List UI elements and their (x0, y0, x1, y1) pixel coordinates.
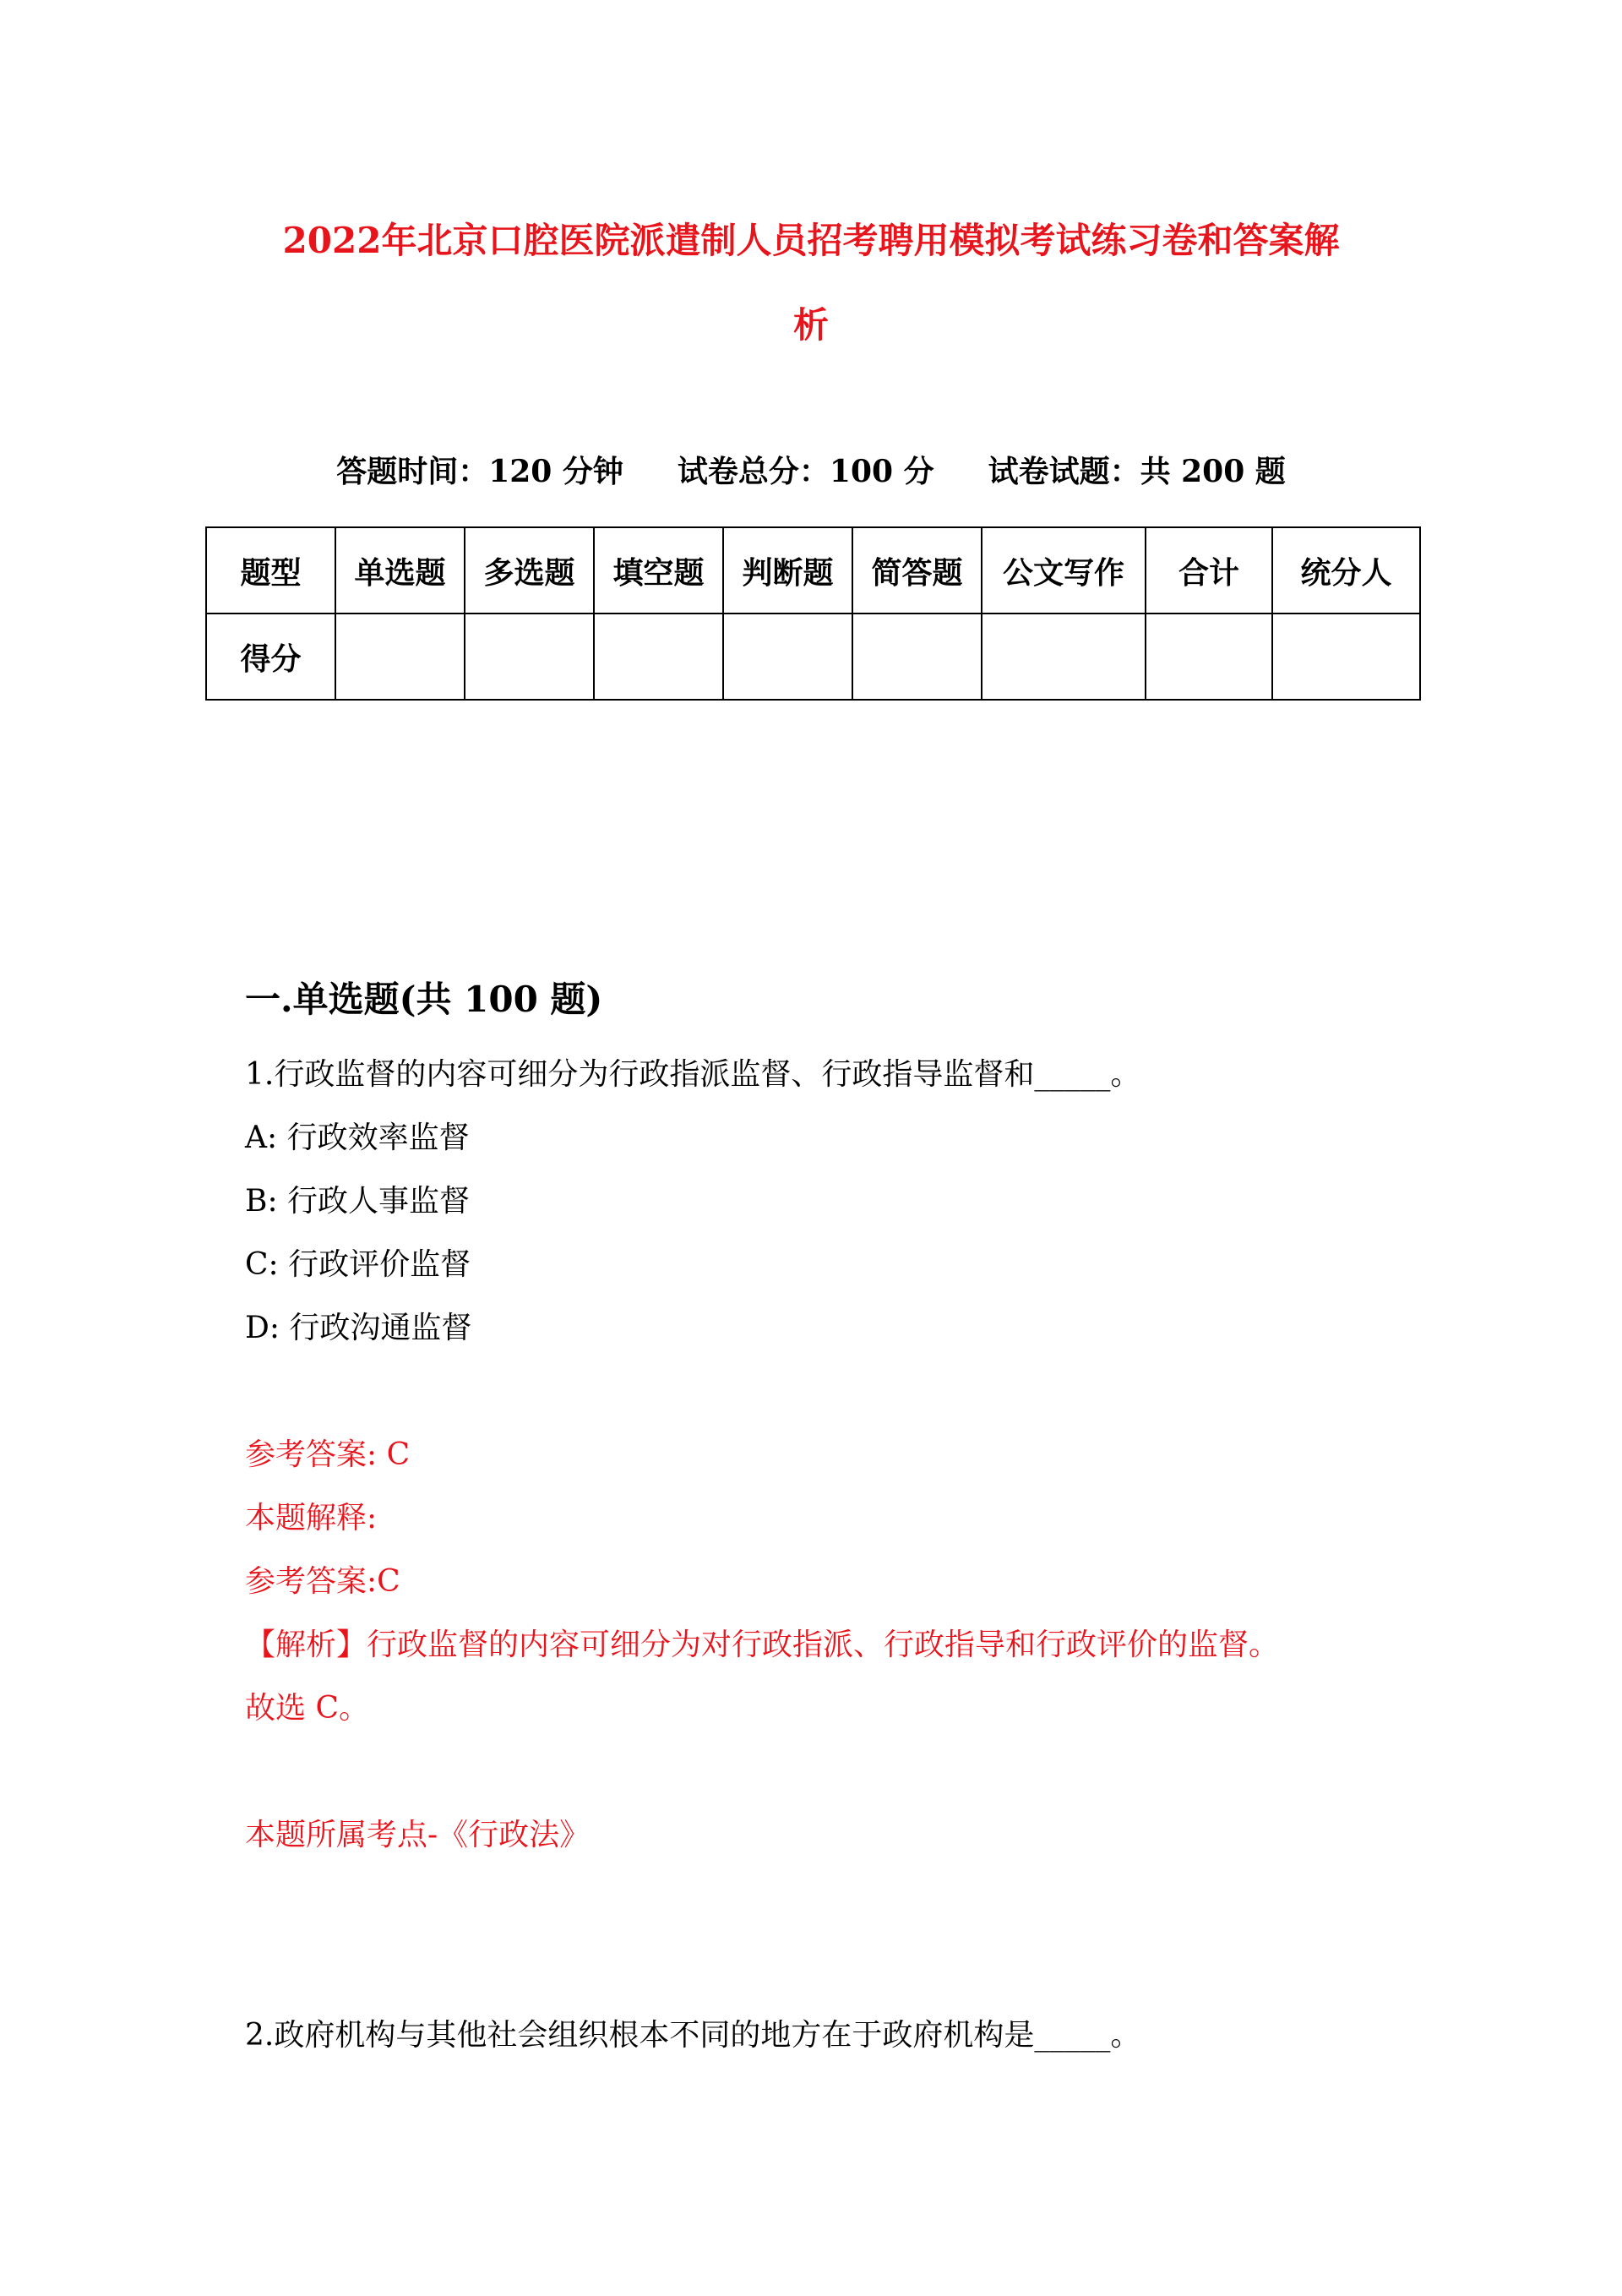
exam-meta (211, 448, 1411, 491)
score-header-cell: 单选题 (335, 527, 465, 614)
question-1-answer: 参考答案: C (245, 1437, 411, 1472)
question-2-stem: 2.政府机构与其他社会组织根本不同的地方在于政府机构是_____。 (245, 2018, 1141, 2053)
score-cell (852, 614, 982, 700)
score-cell (1272, 614, 1420, 700)
question-1-option-c: C: 行政评价监督 (245, 1247, 471, 1282)
question-1-explain-label: 本题解释: (245, 1501, 378, 1535)
score-table-header-row (206, 527, 1420, 614)
question-1-option-b: B: 行政人事监督 (245, 1184, 471, 1219)
score-header-cell: 合计 (1146, 527, 1272, 614)
score-cell (982, 614, 1146, 700)
document-title-line2: 析 (792, 304, 829, 346)
question-1-analysis: 【解析】行政监督的内容可细分为对行政指派、行政指导和行政评价的监督。 (245, 1628, 1280, 1662)
score-cell (335, 614, 465, 700)
question-1-conclusion: 故选 C。 (245, 1691, 369, 1726)
exam-total-score: 试卷总分：100 分 (677, 454, 934, 489)
exam-time: 答题时间：120 分钟 (336, 454, 623, 489)
score-cell (465, 614, 594, 700)
score-table-score-row (206, 614, 1420, 700)
score-header-cell: 多选题 (465, 527, 594, 614)
score-header-cell: 公文写作 (982, 527, 1146, 614)
exam-question-count: 试卷试题：共 200 题 (988, 454, 1286, 489)
document-title-line1: 2022年北京口腔医院派遣制人员招考聘用模拟考试练习卷和答案解 (282, 220, 1340, 261)
score-header-cell: 填空题 (594, 527, 723, 614)
score-header-cell: 统分人 (1272, 527, 1420, 614)
score-header-cell: 题型 (206, 527, 335, 614)
score-row-label: 得分 (206, 614, 335, 700)
question-1-topic: 本题所属考点-《行政法》 (245, 1818, 591, 1852)
question-1-option-d: D: 行政沟通监督 (245, 1311, 472, 1345)
score-table (205, 526, 1421, 701)
score-cell (594, 614, 723, 700)
score-cell (1146, 614, 1272, 700)
question-1-stem: 1.行政监督的内容可细分为行政指派监督、行政指导监督和_____。 (245, 1057, 1141, 1092)
score-cell (723, 614, 852, 700)
score-header-cell: 判断题 (723, 527, 852, 614)
score-header-cell: 简答题 (852, 527, 982, 614)
question-1-option-a: A: 行政效率监督 (245, 1121, 470, 1155)
question-1-answer-repeat: 参考答案:C (245, 1564, 400, 1599)
section-heading: 一.单选题(共 100 题) (245, 979, 603, 1020)
